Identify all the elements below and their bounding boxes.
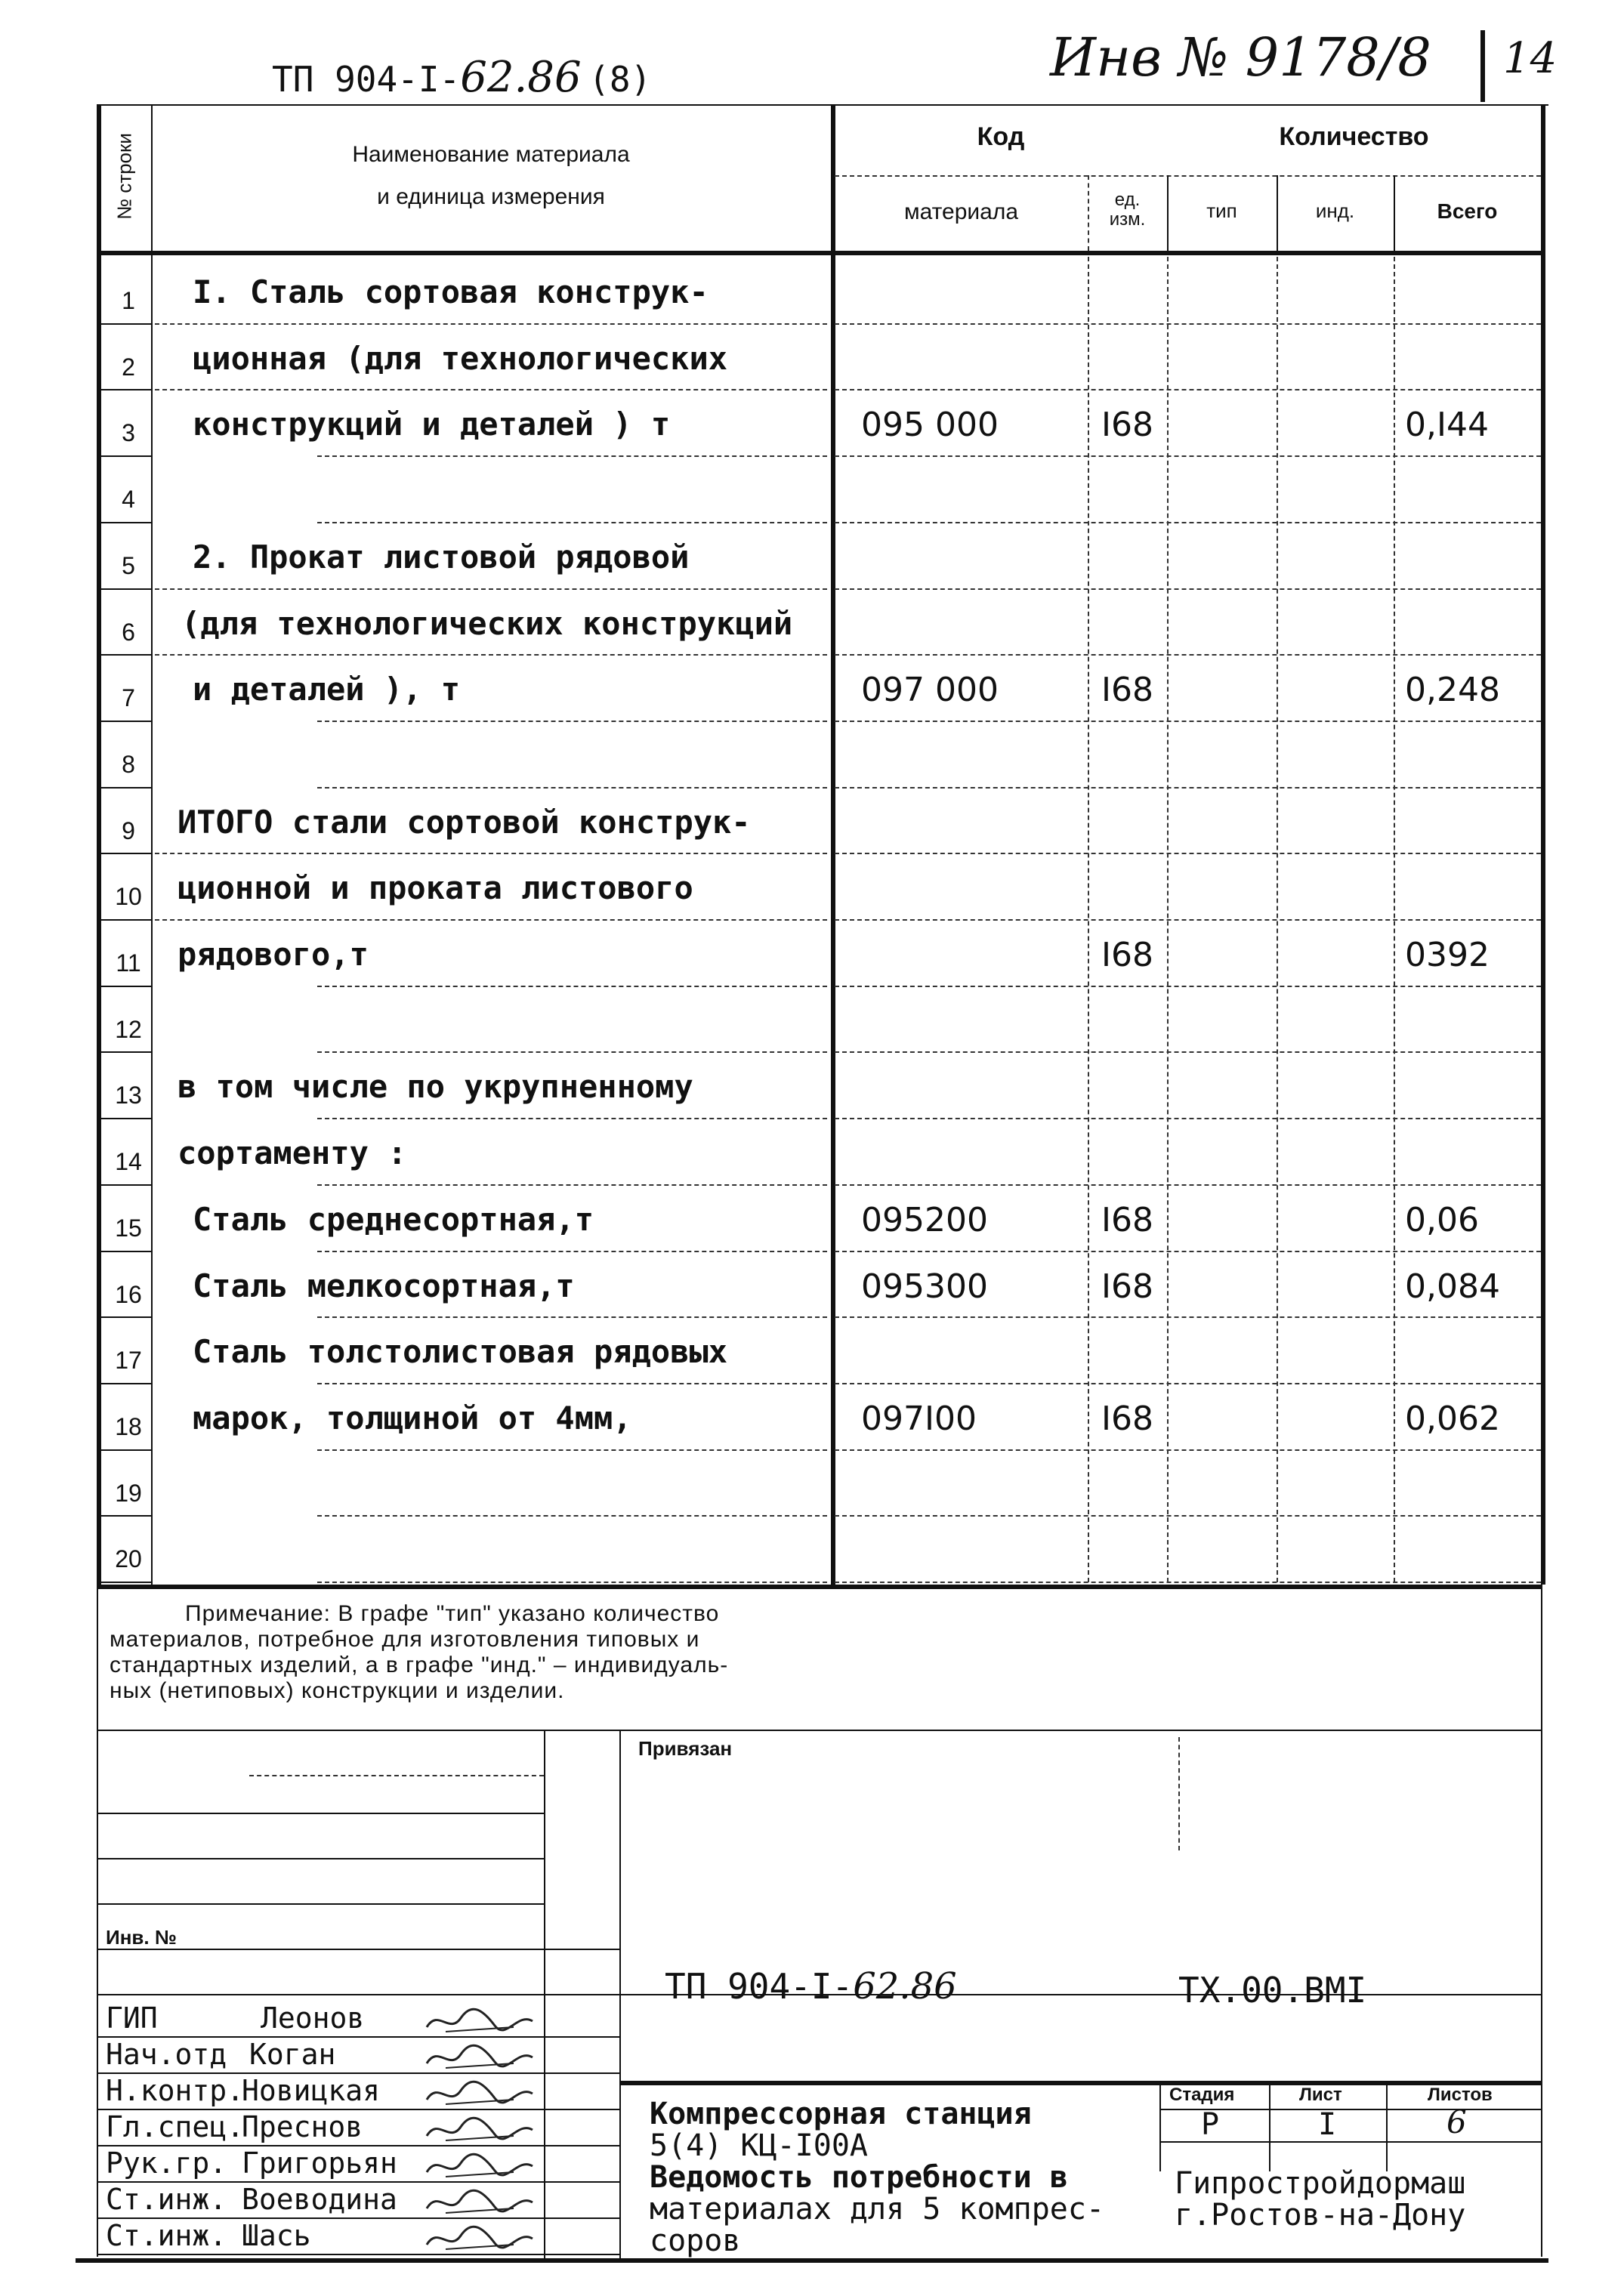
material-name: Сталь среднесортная,т: [193, 1200, 594, 1238]
row-line-name: [317, 1449, 827, 1451]
material-name: 2. Прокат листовой рядовой: [193, 538, 690, 576]
row-number-tick: [98, 1251, 151, 1252]
col-total-divider: [1394, 257, 1395, 1582]
row-number: 3: [122, 419, 135, 447]
material-name: (для технологических конструкций: [181, 604, 793, 642]
row-number-tick: [98, 787, 151, 789]
row-line-values: [835, 1184, 1541, 1186]
row-number: 12: [115, 1015, 142, 1043]
stamp-title-line5: соров: [650, 2224, 741, 2258]
row-number: 4: [122, 486, 135, 514]
signatory-role: Ст.инж.: [106, 2183, 227, 2216]
stamp-stage-divider: [1269, 2081, 1270, 2171]
signatory-role: Ст.инж.: [106, 2219, 227, 2252]
organization-line2: г.Ростов-на-Дону: [1175, 2198, 1466, 2233]
row-number: 2: [122, 353, 135, 381]
material-code: 097 000: [861, 671, 999, 710]
note-line1: Примечание: В графе "тип" указано количество: [185, 1601, 720, 1626]
material-name: сортаменту :: [178, 1134, 407, 1172]
note-line4: ных (нетиповых) конструкции и изделии.: [110, 1678, 565, 1703]
stamp-sheet-code: TX.00.BMI: [1178, 1970, 1367, 2011]
total-quantity: 0,248: [1405, 671, 1500, 710]
row-line-values: [835, 919, 1541, 921]
stamp-title-top: [619, 2081, 1542, 2085]
inventory-label: Инв. №: [106, 1926, 177, 1949]
row-line-values: [835, 455, 1541, 457]
note: [110, 1601, 1016, 1704]
material-name: Сталь мелкосортная,т: [193, 1267, 575, 1304]
col-ind-divider: [1277, 257, 1278, 1582]
row-number: 15: [115, 1214, 142, 1242]
header-name-line1: Наименование материала: [352, 142, 630, 167]
header-unit-line1: ед.: [1114, 190, 1141, 210]
material-name: ционной и проката листового: [178, 869, 693, 907]
stage-value: Р: [1201, 2107, 1220, 2142]
material-name: ИТОГО стали сортовой конструк-: [178, 803, 751, 841]
stamp-title-line4: материалах для 5 компрес-: [650, 2192, 1105, 2227]
document-code: [272, 53, 651, 102]
signatory-name: Новицкая: [242, 2074, 381, 2107]
signature-mark: [423, 2222, 536, 2258]
stamp-grid-line-1: [249, 1775, 544, 1776]
total-quantity: 0,062: [1405, 1399, 1500, 1438]
row-number-tick: [98, 853, 151, 854]
row-number: 6: [122, 618, 135, 646]
unit-code: I68: [1101, 1399, 1153, 1438]
row-line-name: [155, 853, 827, 854]
material-name: марок, толщиной от 4мм,: [193, 1399, 632, 1437]
row-line-name: [317, 1582, 827, 1583]
row-number-tick: [98, 654, 151, 656]
col-rownum-divider: [151, 104, 153, 1585]
header-material: материала: [903, 199, 1019, 224]
stamp-title-line2: 5(4) КЦ-I00А: [650, 2128, 868, 2163]
row-number-tick: [98, 522, 151, 523]
header-total: Всего: [1437, 199, 1498, 223]
signatory-role: Рук.гр.: [106, 2146, 227, 2180]
row-line-values: [835, 1582, 1541, 1583]
material-code: 097I00: [861, 1399, 977, 1438]
row-number: 1: [122, 287, 135, 314]
stamp-grid-line-3: [98, 1858, 544, 1859]
stamp-doc-code-handwritten: 62.86: [853, 1965, 957, 2008]
row-number-tick: [98, 588, 151, 590]
row-number-tick: [98, 455, 151, 457]
header-separator: [1480, 30, 1485, 102]
note-line2: материалов, потребное для изготовления типовых и: [110, 1627, 700, 1652]
row-line-values: [835, 853, 1541, 854]
row-number: 5: [122, 551, 135, 579]
sheet-label: Лист: [1299, 2085, 1342, 2105]
signature-mark: [423, 2113, 536, 2149]
table-bottom-border: [98, 1585, 1542, 1589]
header-type: тип: [1206, 199, 1237, 222]
stamp-grid-line-2: [98, 1813, 544, 1814]
row-line-name: [317, 1184, 827, 1186]
material-name: Сталь толстолистовая рядовых: [193, 1333, 728, 1371]
row-number-tick: [98, 323, 151, 325]
document-code-suffix: (8): [588, 59, 652, 100]
sheet-value: I: [1318, 2107, 1337, 2142]
row-number-tick: [98, 986, 151, 987]
page-bottom-line: [76, 2258, 1548, 2263]
stamp-title-divider: [1159, 2081, 1161, 2171]
row-line-name: [317, 1051, 827, 1053]
unit-code: I68: [1101, 1200, 1153, 1239]
signature-mark: [423, 2041, 536, 2077]
page-number-handwritten: 14: [1503, 34, 1558, 83]
row-number-tick: [98, 1449, 151, 1451]
stamp-sheet-divider: [1386, 2081, 1388, 2171]
signatory-line: [98, 2254, 619, 2255]
unit-code: I68: [1101, 406, 1153, 445]
material-name: в том числе по укрупненному: [178, 1068, 693, 1106]
signatory-name: Леонов: [261, 2001, 365, 2035]
header-bottom-line: [98, 251, 1542, 255]
stamp-doc-code: [665, 1965, 957, 2008]
signatory-name: Преснов: [242, 2110, 363, 2143]
signatory-role: Н.контр.: [106, 2074, 245, 2107]
row-number: 20: [115, 1545, 142, 1573]
header-row-number: № строки: [113, 133, 136, 220]
organization-line1: Гипростройдормаш: [1175, 2166, 1466, 2201]
row-line-values: [835, 1051, 1541, 1053]
sheets-value: 6: [1446, 2103, 1467, 2140]
material-name: конструкций и деталей ) т: [193, 406, 671, 443]
row-number-tick: [98, 1184, 151, 1186]
row-number-tick: [98, 1051, 151, 1053]
table-right-border: [1541, 104, 1545, 1585]
row-line-name: [317, 455, 827, 457]
total-quantity: 0,084: [1405, 1267, 1500, 1306]
row-line-values: [835, 1449, 1541, 1451]
stamp-top-line: [98, 1730, 1542, 1731]
row-number-tick: [98, 1118, 151, 1119]
stamp-title: [650, 2098, 1104, 2257]
unit-code: I68: [1101, 671, 1153, 710]
row-line-values: [835, 323, 1541, 325]
row-line-name: [317, 1316, 827, 1318]
row-line-values: [835, 1383, 1541, 1384]
linked-label: Привязан: [638, 1737, 733, 1760]
row-number-tick: [98, 389, 151, 390]
row-line-name: [317, 1515, 827, 1517]
row-line-name: [155, 389, 827, 390]
row-number: 16: [115, 1280, 142, 1308]
unit-code: I68: [1101, 936, 1153, 974]
row-number: 9: [122, 816, 135, 844]
signatory-name: Воеводина: [242, 2183, 397, 2216]
row-line-values: [835, 588, 1541, 590]
row-line-name: [317, 522, 827, 523]
stamp-right-border: [1541, 1585, 1542, 2257]
row-number: 11: [116, 949, 141, 977]
signatory-role: Гл.спец.: [106, 2110, 245, 2143]
total-quantity: 0,06: [1405, 1200, 1479, 1239]
row-line-name: [317, 1251, 827, 1252]
header-code: Код: [977, 122, 1025, 151]
row-number: 17: [115, 1347, 142, 1375]
header-mid-line: [835, 175, 1541, 177]
material-name: ционная (для технологических: [193, 339, 728, 377]
row-line-values: [835, 1316, 1541, 1318]
signature-mark: [423, 2004, 536, 2041]
stamp-linked-divider: [1178, 1737, 1180, 1850]
row-number: 13: [115, 1082, 142, 1109]
table-top-border: [98, 104, 1541, 106]
row-line-values: [835, 1515, 1541, 1517]
organization: [1175, 2168, 1465, 2231]
signatory-name: Григорьян: [242, 2146, 397, 2180]
unit-code: I68: [1101, 1267, 1153, 1306]
table-left-border: [97, 104, 101, 1585]
row-number-tick: [98, 1383, 151, 1384]
document-code-handwritten: 62.86: [460, 53, 582, 102]
material-name: и деталей ), т: [193, 671, 461, 708]
col-type-divider: [1167, 257, 1169, 1582]
total-quantity: 0392: [1405, 936, 1490, 974]
row-line-name: [317, 1118, 827, 1119]
signature-mark: [423, 2077, 536, 2113]
col-unit-divider: [1088, 257, 1089, 1582]
row-number-tick: [98, 1515, 151, 1517]
row-line-name: [317, 1383, 827, 1384]
row-number: 18: [115, 1412, 142, 1440]
material-code: 095300: [861, 1267, 988, 1306]
row-number: 14: [115, 1148, 142, 1176]
row-line-name: [317, 986, 827, 987]
header-unit-line2: изм.: [1109, 209, 1146, 230]
sheets-label: Листов: [1428, 2085, 1493, 2105]
row-line-name: [317, 787, 827, 789]
stage-label: Стадия: [1169, 2085, 1235, 2105]
row-number: 19: [115, 1479, 142, 1507]
table-top-border-right: [1465, 104, 1548, 106]
row-line-values: [835, 654, 1541, 656]
header-unit: [1088, 190, 1167, 230]
row-line-values: [835, 721, 1541, 722]
row-number: 10: [115, 883, 142, 911]
row-number: 7: [122, 684, 135, 712]
row-number-tick: [98, 1316, 151, 1318]
signatory-role: Нач.отд: [106, 2038, 227, 2071]
material-name: рядового,т: [178, 936, 369, 973]
row-number-tick: [98, 919, 151, 921]
stamp-title-line1: Компрессорная станция: [650, 2097, 1032, 2131]
signatory-name: Шась: [242, 2219, 311, 2252]
row-line-values: [835, 389, 1541, 390]
header-quantity: Количество: [1279, 122, 1429, 151]
material-code: 095 000: [861, 406, 999, 445]
inventory-number-handwritten: Инв № 9178/8: [1050, 26, 1431, 88]
row-line-name: [155, 588, 827, 590]
signatory-name: Коган: [249, 2038, 336, 2071]
row-line-name: [155, 919, 827, 921]
row-line-values: [835, 787, 1541, 789]
signature-mark: [423, 2149, 536, 2186]
row-line-name: [155, 654, 827, 656]
note-line3: стандартных изделий, а в графе "инд." – индивидуаль-: [110, 1653, 729, 1677]
header-ind: инд.: [1315, 199, 1355, 222]
row-line-values: [835, 1251, 1541, 1252]
document-code-printed: ТП 904-I-: [272, 59, 461, 100]
header-name-line2: и единица измерения: [377, 184, 605, 209]
stamp-doc-code-printed: ТП 904-I-: [665, 1966, 854, 2007]
material-name: I. Сталь сортовая конструк-: [193, 273, 709, 310]
signatory-role: ГИП: [106, 2001, 158, 2035]
material-code: 095200: [861, 1200, 988, 1239]
row-number: 8: [122, 750, 135, 778]
col-code-divider: [831, 104, 835, 1585]
signature-mark: [423, 2186, 536, 2222]
row-line-name: [317, 721, 827, 722]
row-line-values: [835, 1118, 1541, 1119]
row-line-name: [155, 323, 827, 325]
row-line-values: [835, 522, 1541, 523]
stamp-title-line3: Ведомость потребности в: [650, 2160, 1068, 2195]
row-number-tick: [98, 1582, 151, 1583]
stamp-grid-line-4: [98, 1903, 544, 1905]
row-number-tick: [98, 721, 151, 722]
total-quantity: 0,I44: [1405, 406, 1489, 445]
row-line-values: [835, 986, 1541, 987]
stamp-left-border: [97, 1585, 98, 2257]
